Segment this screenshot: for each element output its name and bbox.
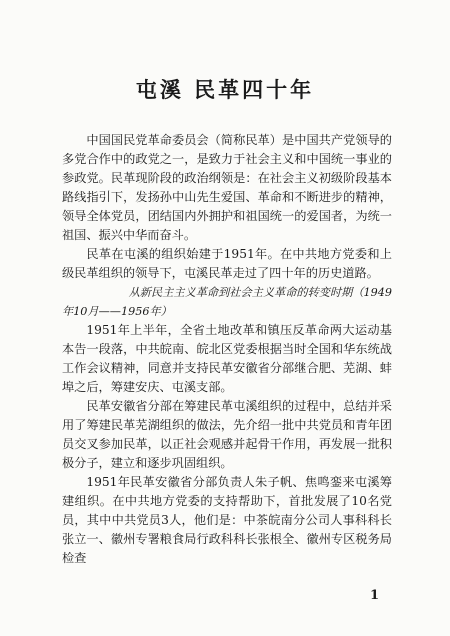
- paragraph-1: 中国国民党革命委员会（简称民革）是中国共产党领导的多党合作中的政党之一，是致力于社会主义和中国统一事业的参政党。民革现阶段的政治纲领是：在社会主义初级阶段基本路线指引下，发扬孙中山先生爱国、革命和不断进步的精神，领导全体党员，团结国内外拥护和祖国统一的爱国者，为统一祖国、振兴中华而奋斗。: [62, 133, 392, 242]
- paragraph-4: 民革安徽省分部在筹建民革屯溪组织的过程中，总结并采用了筹建民革芜湖组织的做法，先介绍一批中共党员和青年团员交叉参加民革，以正社会观感并起骨干作用，再发展一批积极分子，建立和逐步巩固组织。: [62, 399, 392, 470]
- page-number: 1: [370, 588, 380, 603]
- document-body: [62, 131, 392, 568]
- paragraph-5: 1951年民革安徽省分部负责人朱子帆、焦鸣銮来屯溪筹建组织。在中共地方党委的支持帮助下，首批发展了10名党员，其中中共党员3人，他们是：中茶皖南分公司人事科科长张立一、徽州专署粮食局行政科科长张根全、徽州专区税务局检查: [62, 475, 392, 565]
- paragraph-3: 1951年上半年，全省土地改革和镇压反革命两大运动基本告一段落，中共皖南、皖北区党委根据当时全国和华东统战工作会议精神，同意并支持民革安徽省分部继合肥、芜湖、蚌埠之后，筹建安庆、屯溪支部。: [62, 323, 392, 394]
- section-subhead: 从新民主主义革命到社会主义革命的转变时期（1949: [128, 286, 392, 299]
- section-subhead-continued: 年10月——1956年）: [62, 305, 172, 318]
- page-title: 屯溪 民革四十年: [135, 77, 315, 102]
- paragraph-2: 民革在屯溪的组织始建于1951年。在中共地方党委和上级民革组织的领导下，屯溪民革走过了四十年的历史道路。: [62, 247, 392, 280]
